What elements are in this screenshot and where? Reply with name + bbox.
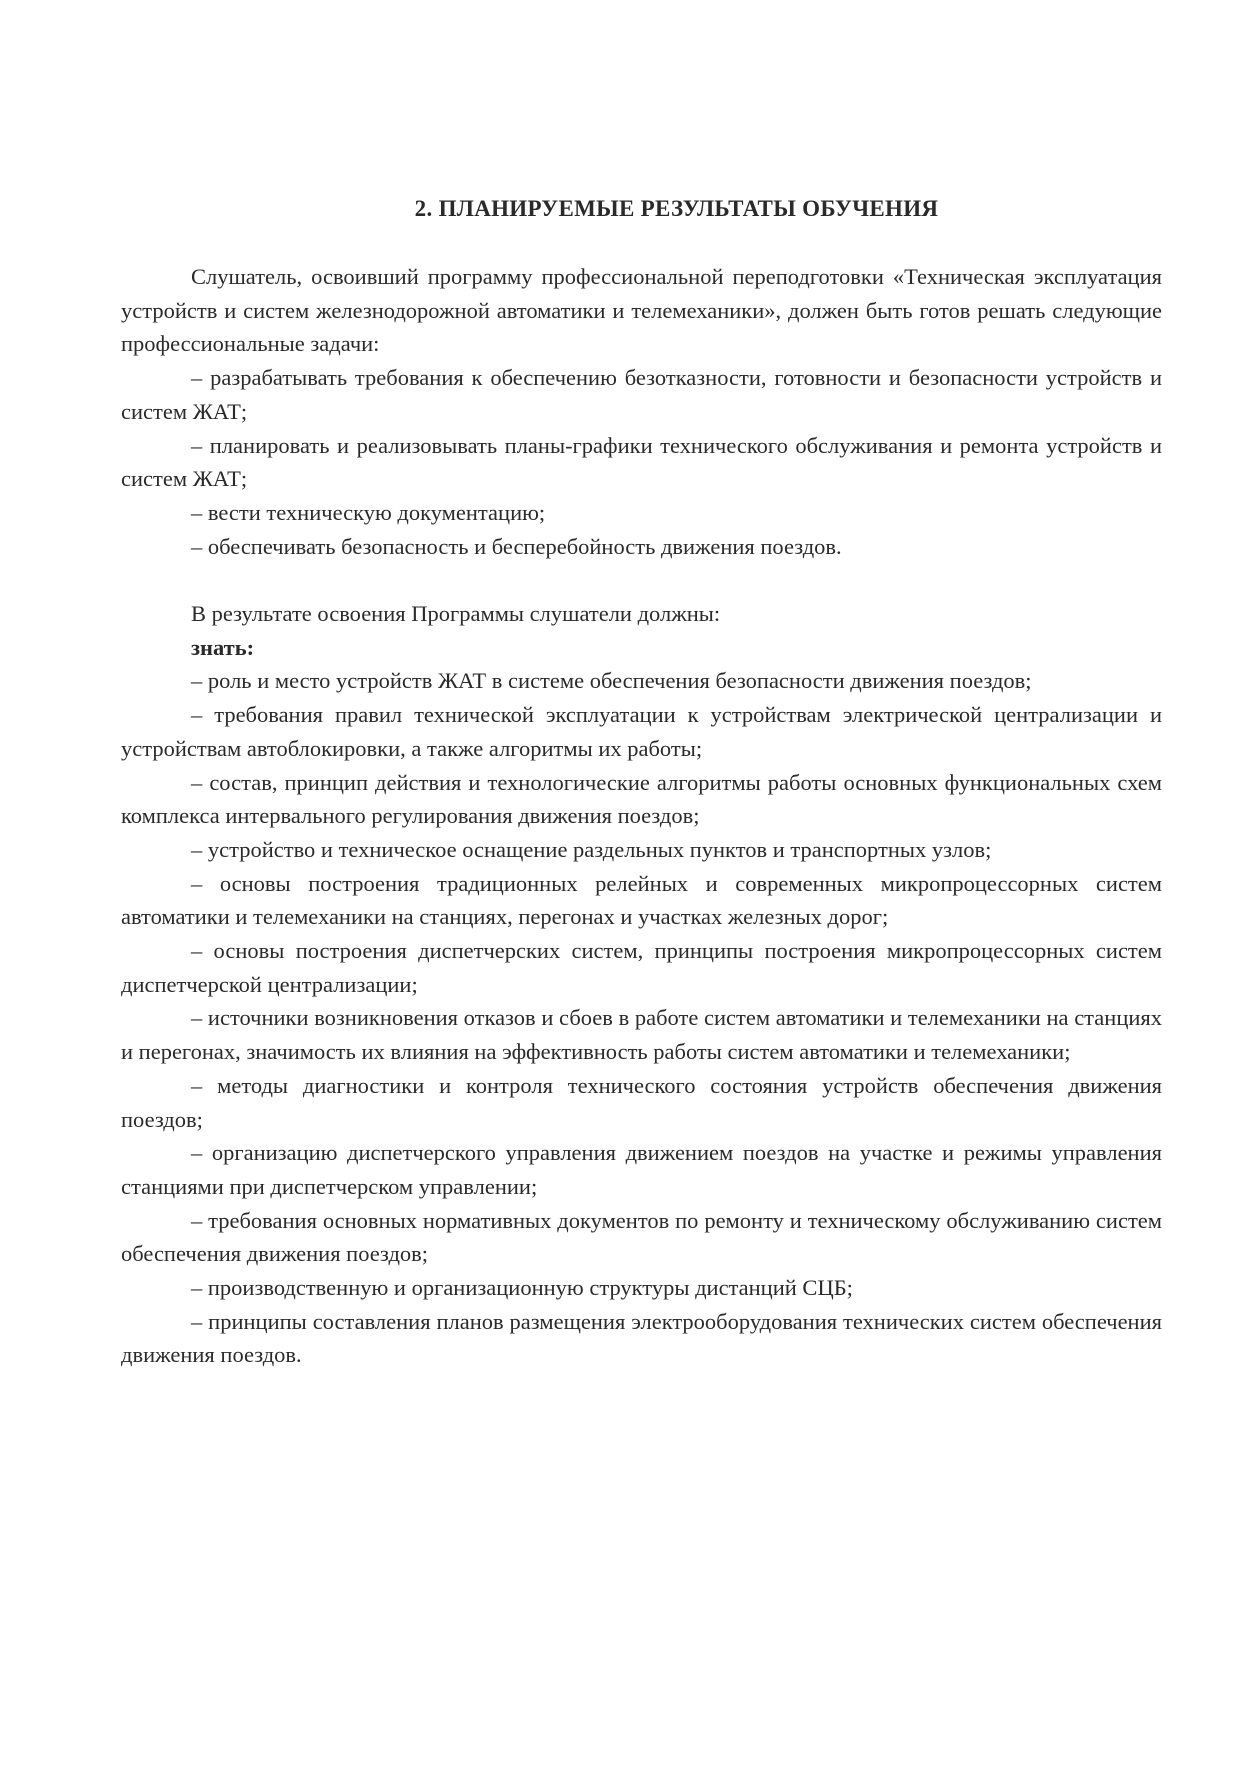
know-item: – роль и место устройств ЖАТ в системе обеспечения безопасности движения поездов; bbox=[191, 668, 1032, 694]
task-item: – обеспечивать безопасность и бесперебойность движения поездов. bbox=[191, 533, 842, 559]
know-item: – источники возникновения отказов и сбоев в работе систем автоматики и телемеханики на станциях и перегонах, значимость их влияния на эффективность работы систем автоматики и телемеханики; bbox=[121, 1005, 1162, 1065]
spacer bbox=[121, 563, 1162, 597]
know-item: – производственную и организационную структуры дистанций СЦБ; bbox=[191, 1275, 853, 1301]
know-item: – основы построения традиционных релейных и современных микропроцессорных систем автоматики и телемеханики на станциях, перегонах и участках железных дорог; bbox=[121, 870, 1162, 930]
section-title: 2. ПЛАНИРУЕМЫЕ РЕЗУЛЬТАТЫ ОБУЧЕНИЯ bbox=[414, 196, 939, 221]
results-intro: В результате освоения Программы слушатели должны: bbox=[191, 601, 721, 627]
task-item: – вести техническую документацию; bbox=[191, 499, 546, 525]
know-item: – устройство и техническое оснащение раздельных пунктов и транспортных узлов; bbox=[191, 836, 992, 862]
know-item: – состав, принцип действия и технологические алгоритмы работы основных функциональных схем комплекса интервального регулирования движения поездов; bbox=[121, 769, 1162, 829]
know-item: – требования правил технической эксплуатации к устройствам электрической централизации и устройствам автоблокировки, а также алгоритмы их работы; bbox=[121, 702, 1162, 761]
task-item: – разрабатывать требования к обеспечению безотказности, готовности и безопасности устройств и систем ЖАТ; bbox=[121, 365, 1162, 424]
know-item: – требования основных нормативных документов по ремонту и техническому обслуживанию систем обеспечения движения поездов; bbox=[121, 1207, 1162, 1267]
intro-paragraph: Слушатель, освоивший программу профессиональной переподготовки «Техническая эксплуатация устройств и систем железнодорожной автоматики и телемеханики», должен быть готов решать следующие профессиональные задачи: bbox=[121, 264, 1162, 357]
know-item: – методы диагностики и контроля технического состояния устройств обеспечения движения поездов; bbox=[121, 1072, 1162, 1132]
document-body bbox=[121, 260, 1162, 1372]
task-item: – планировать и реализовывать планы-графики технического обслуживания и ремонта устройств и систем ЖАТ; bbox=[121, 432, 1162, 492]
know-item: – принципы составления планов размещения электрооборудования технических систем обеспечения движения поездов. bbox=[121, 1308, 1162, 1368]
know-item: – организацию диспетчерского управления движением поездов на участке и режимы управления станциями при диспетчерском управлении; bbox=[121, 1140, 1162, 1199]
know-label: знать: bbox=[191, 634, 255, 660]
know-item: – основы построения диспетчерских систем, принципы построения микропроцессорных систем диспетчерской централизации; bbox=[121, 938, 1162, 997]
